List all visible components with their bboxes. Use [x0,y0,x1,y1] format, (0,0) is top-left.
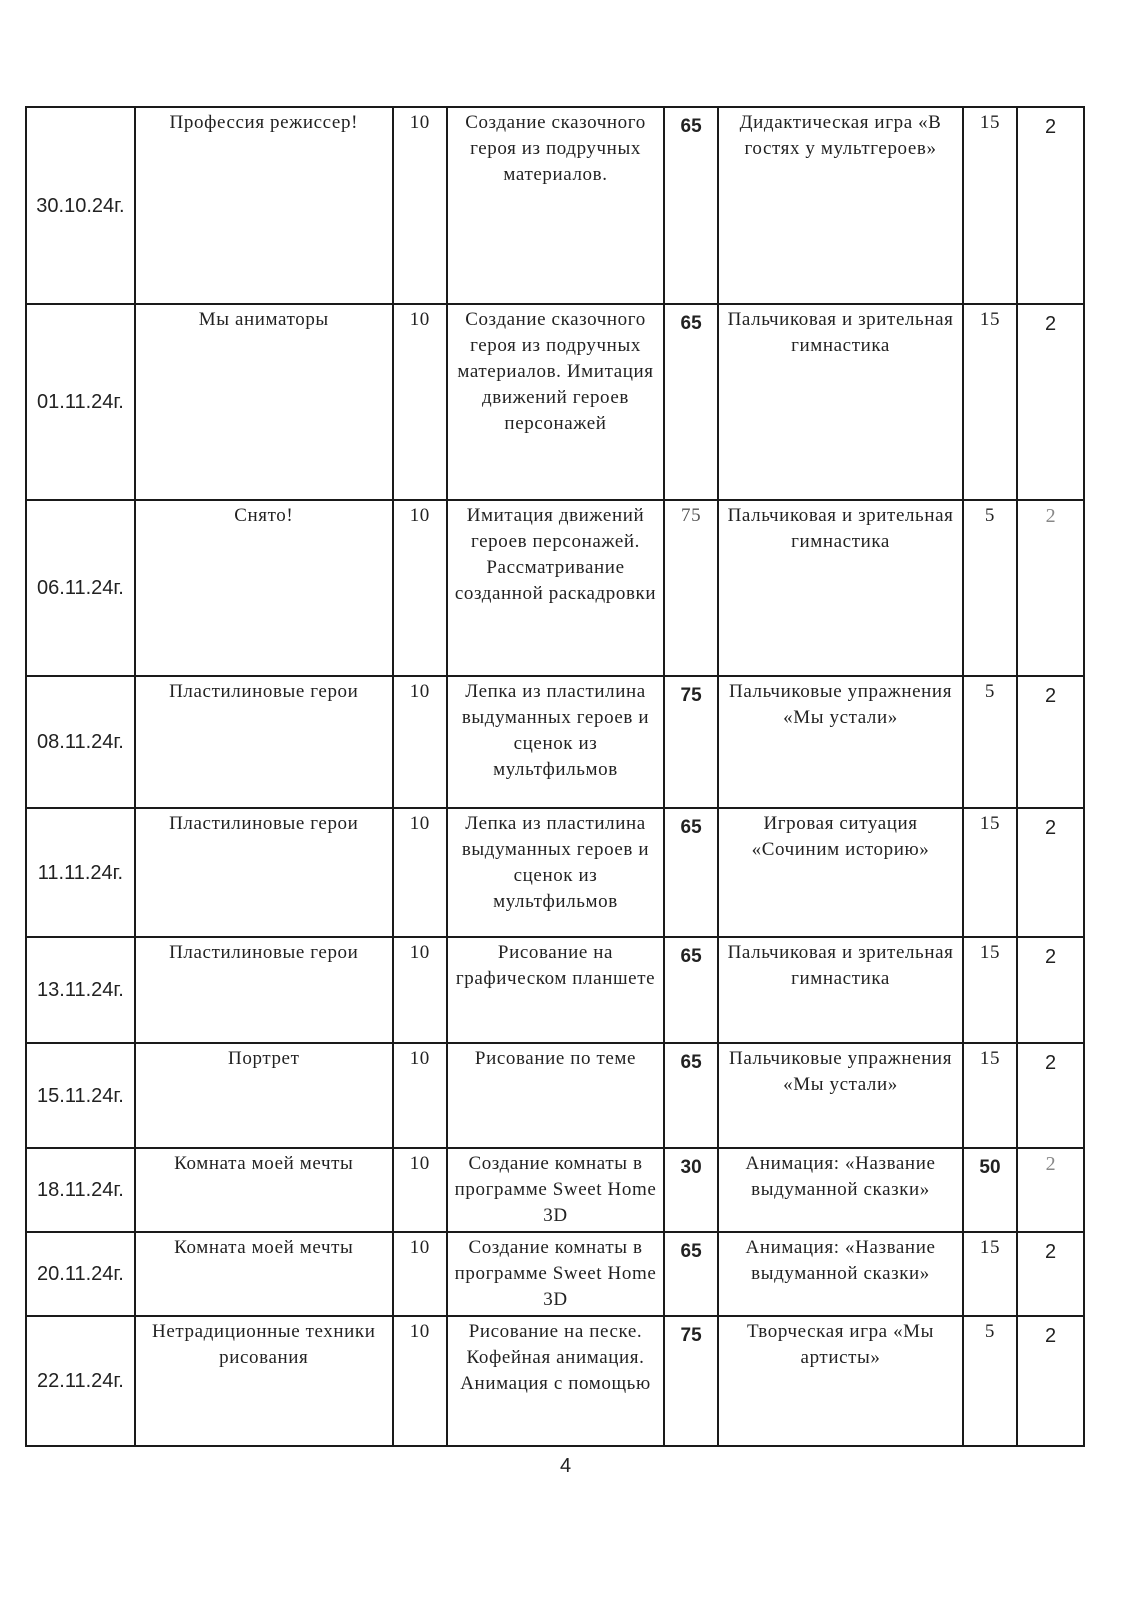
activity-cell: Дидактическая игра «В гостях у мультгероев» [718,107,962,304]
practice-minutes-cell: 75 [664,676,718,808]
date-cell: 13.11.24г. [26,937,135,1043]
count-cell: 2 [1017,1316,1084,1446]
table-row [26,1316,1084,1446]
practice-description-cell: Создание сказочного героя из подручных материалов. Имитация движений героев персонажей [447,304,664,500]
activity-minutes-cell: 50 [963,1148,1017,1232]
topic-cell: Нетрадиционные техники рисования [135,1316,393,1446]
practice-description-cell: Лепка из пластилина выдуманных героев и сценок из мультфильмов [447,676,664,808]
practice-minutes-cell: 75 [664,500,718,676]
practice-minutes-cell: 65 [664,808,718,937]
table-row [26,1043,1084,1148]
activity-minutes-cell: 5 [963,500,1017,676]
practice-minutes-cell: 30 [664,1148,718,1232]
theory-minutes-cell: 10 [393,500,447,676]
practice-description-cell: Создание комнаты в программе Sweet Home 3D [447,1232,664,1316]
count-cell: 2 [1017,500,1084,676]
topic-cell: Снято! [135,500,393,676]
practice-minutes-cell: 65 [664,107,718,304]
practice-minutes-cell: 65 [664,1232,718,1316]
theory-minutes-cell: 10 [393,107,447,304]
count-cell: 2 [1017,937,1084,1043]
date-cell: 18.11.24г. [26,1148,135,1232]
topic-cell: Мы аниматоры [135,304,393,500]
theory-minutes-cell: 10 [393,1043,447,1148]
table-row [26,676,1084,808]
count-cell: 2 [1017,808,1084,937]
topic-cell: Портрет [135,1043,393,1148]
count-cell: 2 [1017,1232,1084,1316]
date-cell: 06.11.24г. [26,500,135,676]
activity-cell: Пальчиковая и зрительная гимнастика [718,937,962,1043]
topic-cell: Профессия режиссер! [135,107,393,304]
activity-cell: Пальчиковые упражнения «Мы устали» [718,676,962,808]
activity-cell: Пальчиковая и зрительная гимнастика [718,500,962,676]
table-body [26,107,1084,1446]
page-number: 4 [559,1455,572,1477]
activity-cell: Творческая игра «Мы артисты» [718,1316,962,1446]
schedule-table [25,106,1085,1447]
activity-minutes-cell: 15 [963,107,1017,304]
table-row [26,808,1084,937]
theory-minutes-cell: 10 [393,1232,447,1316]
activity-cell: Пальчиковые упражнения «Мы устали» [718,1043,962,1148]
topic-cell: Пластилиновые герои [135,808,393,937]
table-row [26,937,1084,1043]
date-cell: 08.11.24г. [26,676,135,808]
activity-cell: Игровая ситуация «Сочиним историю» [718,808,962,937]
practice-minutes-cell: 65 [664,937,718,1043]
date-cell: 30.10.24г. [26,107,135,304]
activity-minutes-cell: 15 [963,1043,1017,1148]
activity-cell: Анимация: «Название выдуманной сказки» [718,1148,962,1232]
practice-description-cell: Имитация движений героев персонажей. Рассматривание созданной раскадровки [447,500,664,676]
practice-description-cell: Рисование по теме [447,1043,664,1148]
activity-minutes-cell: 15 [963,304,1017,500]
activity-minutes-cell: 5 [963,676,1017,808]
practice-description-cell: Рисование на песке. Кофейная анимация. Анимация с помощью [447,1316,664,1446]
table-row [26,107,1084,304]
activity-minutes-cell: 5 [963,1316,1017,1446]
activity-minutes-cell: 15 [963,808,1017,937]
practice-description-cell: Рисование на графическом планшете [447,937,664,1043]
date-cell: 15.11.24г. [26,1043,135,1148]
practice-minutes-cell: 65 [664,1043,718,1148]
practice-description-cell: Лепка из пластилина выдуманных героев и сценок из мультфильмов [447,808,664,937]
theory-minutes-cell: 10 [393,676,447,808]
count-cell: 2 [1017,676,1084,808]
topic-cell: Пластилиновые герои [135,937,393,1043]
count-cell: 2 [1017,1043,1084,1148]
date-cell: 22.11.24г. [26,1316,135,1446]
practice-minutes-cell: 65 [664,304,718,500]
date-cell: 01.11.24г. [26,304,135,500]
table-row [26,1232,1084,1316]
practice-minutes-cell: 75 [664,1316,718,1446]
theory-minutes-cell: 10 [393,304,447,500]
date-cell: 11.11.24г. [26,808,135,937]
practice-description-cell: Создание сказочного героя из подручных материалов. [447,107,664,304]
activity-minutes-cell: 15 [963,1232,1017,1316]
activity-minutes-cell: 15 [963,937,1017,1043]
theory-minutes-cell: 10 [393,1316,447,1446]
topic-cell: Комната моей мечты [135,1148,393,1232]
count-cell: 2 [1017,1148,1084,1232]
practice-description-cell: Создание комнаты в программе Sweet Home 3D [447,1148,664,1232]
topic-cell: Пластилиновые герои [135,676,393,808]
date-cell: 20.11.24г. [26,1232,135,1316]
count-cell: 2 [1017,304,1084,500]
count-cell: 2 [1017,107,1084,304]
activity-cell: Анимация: «Название выдуманной сказки» [718,1232,962,1316]
activity-cell: Пальчиковая и зрительная гимнастика [718,304,962,500]
theory-minutes-cell: 10 [393,1148,447,1232]
theory-minutes-cell: 10 [393,937,447,1043]
theory-minutes-cell: 10 [393,808,447,937]
table-row [26,500,1084,676]
table-row [26,304,1084,500]
topic-cell: Комната моей мечты [135,1232,393,1316]
table-row [26,1148,1084,1232]
